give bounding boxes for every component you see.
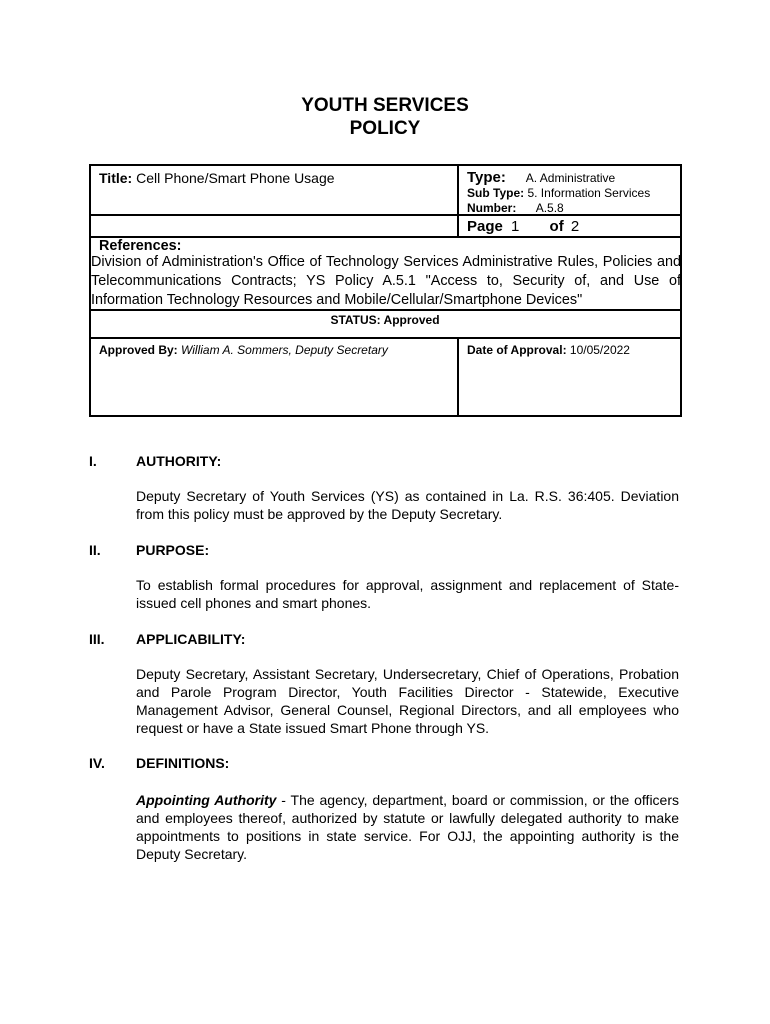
type-label: Type: <box>467 169 506 186</box>
section-heading: PURPOSE: <box>136 542 210 558</box>
page-total: 2 <box>570 218 580 235</box>
subtype-field <box>467 186 650 200</box>
section-body: Deputy Secretary of Youth Services (YS) as contained in La. R.S. 36:405. Deviation from this policy must be approved by the Deputy Secretary. <box>136 488 679 522</box>
page-of-label: of <box>549 218 564 235</box>
subtype-value: 5. Information Services <box>527 186 651 200</box>
date-of-approval-field <box>467 343 630 357</box>
title-field <box>99 170 335 186</box>
definition-entry <box>136 791 679 863</box>
type-value: A. Administrative <box>525 171 616 185</box>
references-text: Division of Administration's Office of Technology Services Administrative Rules, Policies and Telecommunications Contracts; YS Policy A.5.1 "Access to, Security of, and Use of Information Technology Resources and Mobile/Cellular/Smartphone Devices" <box>91 254 681 308</box>
page-label: Page <box>467 218 503 235</box>
number-field <box>467 201 564 215</box>
approved-by-label: Approved By: <box>99 343 178 357</box>
table-divider <box>457 337 459 417</box>
page-number: 1 <box>511 218 520 235</box>
number-value: A.5.8 <box>535 201 564 215</box>
status-value: Approved <box>383 313 440 327</box>
section-body: To establish formal procedures for approval, assignment and replacement of State-issued cell phones and smart phones. <box>136 577 679 611</box>
subtype-label: Sub Type: <box>467 186 525 200</box>
status-label: STATUS: <box>330 313 381 327</box>
number-label: Number: <box>467 201 517 215</box>
section-number: I. <box>89 453 97 469</box>
page-field <box>467 219 579 235</box>
approved-by-field <box>99 343 388 357</box>
table-divider <box>457 164 459 237</box>
date-of-approval-label: Date of Approval: <box>467 343 567 357</box>
references-label: References: <box>99 238 182 254</box>
type-field <box>467 169 615 186</box>
table-divider <box>89 214 682 216</box>
definition-text: - The agency, department, board or commission, or the officers and employees thereof, authorized by statute or lawfully delegated authority to make appointments to positions in state service. For OJJ, the appointing authority is the Deputy Secretary. <box>136 792 680 862</box>
title-value: Cell Phone/Smart Phone Usage <box>136 170 335 186</box>
section-heading: APPLICABILITY: <box>136 631 246 647</box>
title-label: Title: <box>99 170 133 186</box>
section-number: III. <box>89 631 105 647</box>
approved-by-value: William A. Sommers, Deputy Secretary <box>181 343 388 357</box>
section-number: IV. <box>89 755 105 771</box>
definition-term: Appointing Authority <box>136 792 277 808</box>
section-body: Deputy Secretary, Assistant Secretary, Undersecretary, Chief of Operations, Probation and Parole Program Director, Youth Facilities Director - Statewide, Executive Management Advisor, General Counsel, Regional Directors, and all employees who request or have a State issued Smart Phone through YS. <box>136 666 679 736</box>
section-number: II. <box>89 542 101 558</box>
table-divider <box>89 337 682 339</box>
title-line-2: POLICY <box>349 118 421 139</box>
document-title <box>0 94 770 140</box>
section-heading: DEFINITIONS: <box>136 755 230 771</box>
date-of-approval-value: 10/05/2022 <box>569 343 630 357</box>
section-heading: AUTHORITY: <box>136 453 222 469</box>
title-line-1: YOUTH SERVICES <box>301 95 469 116</box>
status-field <box>0 313 770 327</box>
